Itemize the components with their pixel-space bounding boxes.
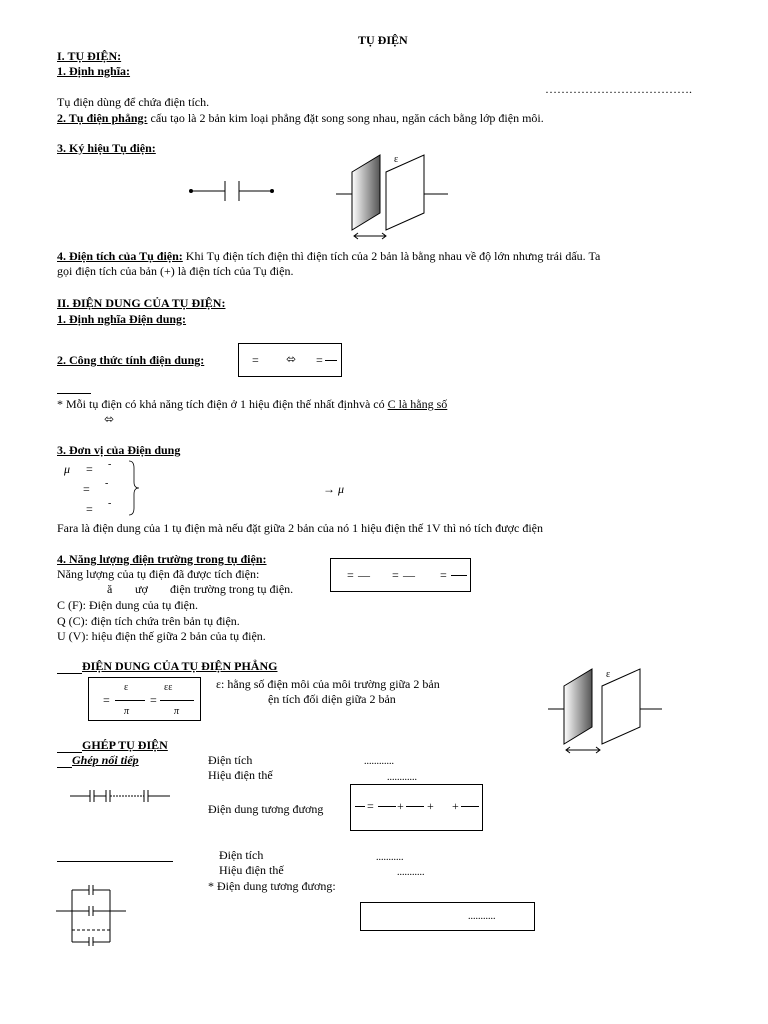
area-desc: ện tích đối diện giữa 2 bản (268, 692, 396, 706)
charge-label: 4. Điện tích của Tụ điện: (57, 249, 183, 263)
epsilon-label-2: ε (606, 669, 611, 680)
energy-fraction-bar (451, 575, 467, 576)
charge-text-2: gọi điện tích của bản (+) là điện tích của Tụ điện. (57, 264, 294, 278)
series-plus-1: + (397, 799, 404, 813)
series-equivalent-box (350, 784, 483, 831)
unit-exp-2: - (105, 478, 109, 489)
flat-formula-pi-2: π (174, 706, 180, 717)
series-voltage-dots: ............ (387, 772, 417, 783)
series-capacitors-icon (70, 788, 172, 804)
flat-formula-pi-1: π (124, 706, 130, 717)
energy-dash-2: — (403, 568, 415, 582)
series-bar-3 (406, 806, 424, 807)
energy-fragment-a: ă (107, 582, 113, 596)
series-eq: = (367, 799, 374, 813)
section-2-heading: II. ĐIỆN DUNG CỦA TỤ ĐIỆN: (57, 296, 226, 310)
unit-exp-3: - (108, 498, 112, 509)
series-equivalent-label: Điện dung tương đương (208, 802, 324, 816)
unit-exp-1: - (108, 459, 112, 470)
flat-formula-epseps: εε (164, 682, 173, 693)
flat-capacitance-formula-box (88, 677, 201, 721)
unit-eq-3: = (86, 502, 93, 516)
fara-definition: Fara là điện dung của 1 tụ điện mà nếu đặt giữa 2 bản của nó 1 hiệu điện thế 1V thì nó tích được điện (57, 521, 544, 535)
series-bar-1 (355, 806, 365, 807)
unit-eq-2: = (83, 482, 90, 496)
section-4-heading: GHÉP TỤ ĐIỆN (82, 738, 168, 752)
blank-line (57, 393, 91, 394)
flat-capacitor-line (57, 111, 544, 125)
capacitor-symbol-icon (188, 180, 278, 202)
definition-text: Tụ điện dùng để chứa điện tích. (57, 95, 210, 109)
equivalence-icon: ⬄ (286, 352, 297, 366)
flat-fraction-bar-1 (115, 700, 145, 701)
energy-eq-3: = (440, 568, 447, 582)
energy-fragment-c: điện trường trong tụ điện. (170, 582, 294, 596)
unit-arrow: → μ (323, 482, 345, 496)
flat-formula-eq-2: = (150, 693, 157, 707)
formula-label: 2. Công thức tính điện dung: (57, 353, 205, 367)
series-voltage: Hiệu điện thế (208, 768, 273, 782)
series-plus-3: + (452, 799, 459, 813)
note-equivalence-icon: ⬄ (104, 412, 115, 426)
parallel-charge-dots: ........... (376, 852, 404, 863)
heading-leader-line (57, 673, 82, 674)
constant-note-text: * Mỗi tụ điện có khả năng tích điện ở 1 hiệu điện thế nhất địnhvà có (57, 397, 388, 411)
series-label: Ghép nối tiếp (72, 753, 139, 767)
epsilon-label: ε (394, 154, 399, 165)
parallel-voltage-dots: ........... (397, 867, 425, 878)
series-bar-4 (461, 806, 479, 807)
page-title: TỤ ĐIỆN (358, 33, 408, 47)
series-plus-2: + (427, 799, 434, 813)
charge-text-1: Khi Tụ điện tích điện thì điện tích của 2 bản là bằng nhau về độ lớn nhưng trái dấu. Ta (182, 249, 601, 263)
series-leader-line (57, 767, 72, 768)
flat-formula-eq-1: = (103, 693, 110, 707)
parallel-voltage: Hiệu điện thế (219, 863, 284, 877)
parallel-equivalent-label: * Điện dung tương đương: (208, 879, 336, 893)
constant-note-underlined: C là hằng số (387, 397, 448, 411)
symbol-label: 3. Ký hiệu Tụ điện: (57, 141, 156, 155)
series-bar-2 (378, 806, 396, 807)
energy-q-desc: Q (C): điện tích chứa trên bản tụ điện. (57, 614, 240, 628)
series-charge: Điện tích (208, 753, 253, 767)
flat-capacitor-label: 2. Tụ điện phẳng: (57, 111, 148, 125)
energy-eq-2: = (392, 568, 399, 582)
formula-equal-1: = (252, 353, 259, 367)
constant-note (57, 397, 447, 411)
energy-fragment-b: ượ (135, 582, 148, 596)
charge-line-1 (57, 249, 600, 263)
definition-label: 1. Định nghĩa: (57, 64, 131, 78)
unit-eq-1: = (86, 462, 93, 476)
parallel-capacitors-icon (56, 884, 128, 946)
parallel-equivalent-dots: ........... (468, 911, 496, 922)
energy-c-desc: C (F): Điện dung của tụ điện. (57, 598, 198, 612)
brace-icon (128, 460, 140, 516)
dielectric-desc: ε: hằng số điện môi của môi trường giữa 2 bản (216, 677, 440, 691)
flat-formula-eps: ε (124, 682, 129, 693)
energy-formula-box (330, 558, 471, 592)
energy-label: 4. Năng lượng điện trường trong tụ điện: (57, 552, 267, 566)
fraction-bar (325, 360, 337, 361)
flat-capacitor-text: cấu tạo là 2 bản kim loại phẳng đặt song song nhau, ngăn cách bằng lớp điện môi. (147, 111, 544, 125)
formula-equal-2: = (316, 353, 323, 367)
energy-dash-1: — (358, 568, 370, 582)
series-charge-dots: ............ (364, 756, 394, 767)
energy-u-desc: U (V): hiệu điện thế giữa 2 bản của tụ điện. (57, 629, 266, 643)
capacitance-definition-label: 1. Định nghĩa Điện dung: (57, 312, 187, 326)
energy-eq-1: = (347, 568, 354, 582)
section-3-heading: ĐIỆN DUNG CỦA TỤ ĐIỆN PHẲNG (82, 659, 278, 673)
energy-line-1: Năng lượng của tụ điện đã được tích điện: (57, 567, 260, 581)
unit-label: 3. Đơn vị của Điện dung (57, 443, 181, 457)
parallel-label-blank (57, 861, 173, 862)
capacitance-formula-box (238, 343, 342, 377)
parallel-charge: Điện tích (219, 848, 264, 862)
parallel-equivalent-box (360, 902, 535, 931)
micro-symbol: μ (64, 462, 71, 476)
section-1-heading: I. TỤ ĐIỆN: (57, 49, 122, 63)
dotted-blank: ………………………………. (545, 82, 692, 96)
flat-fraction-bar-2 (160, 700, 194, 701)
